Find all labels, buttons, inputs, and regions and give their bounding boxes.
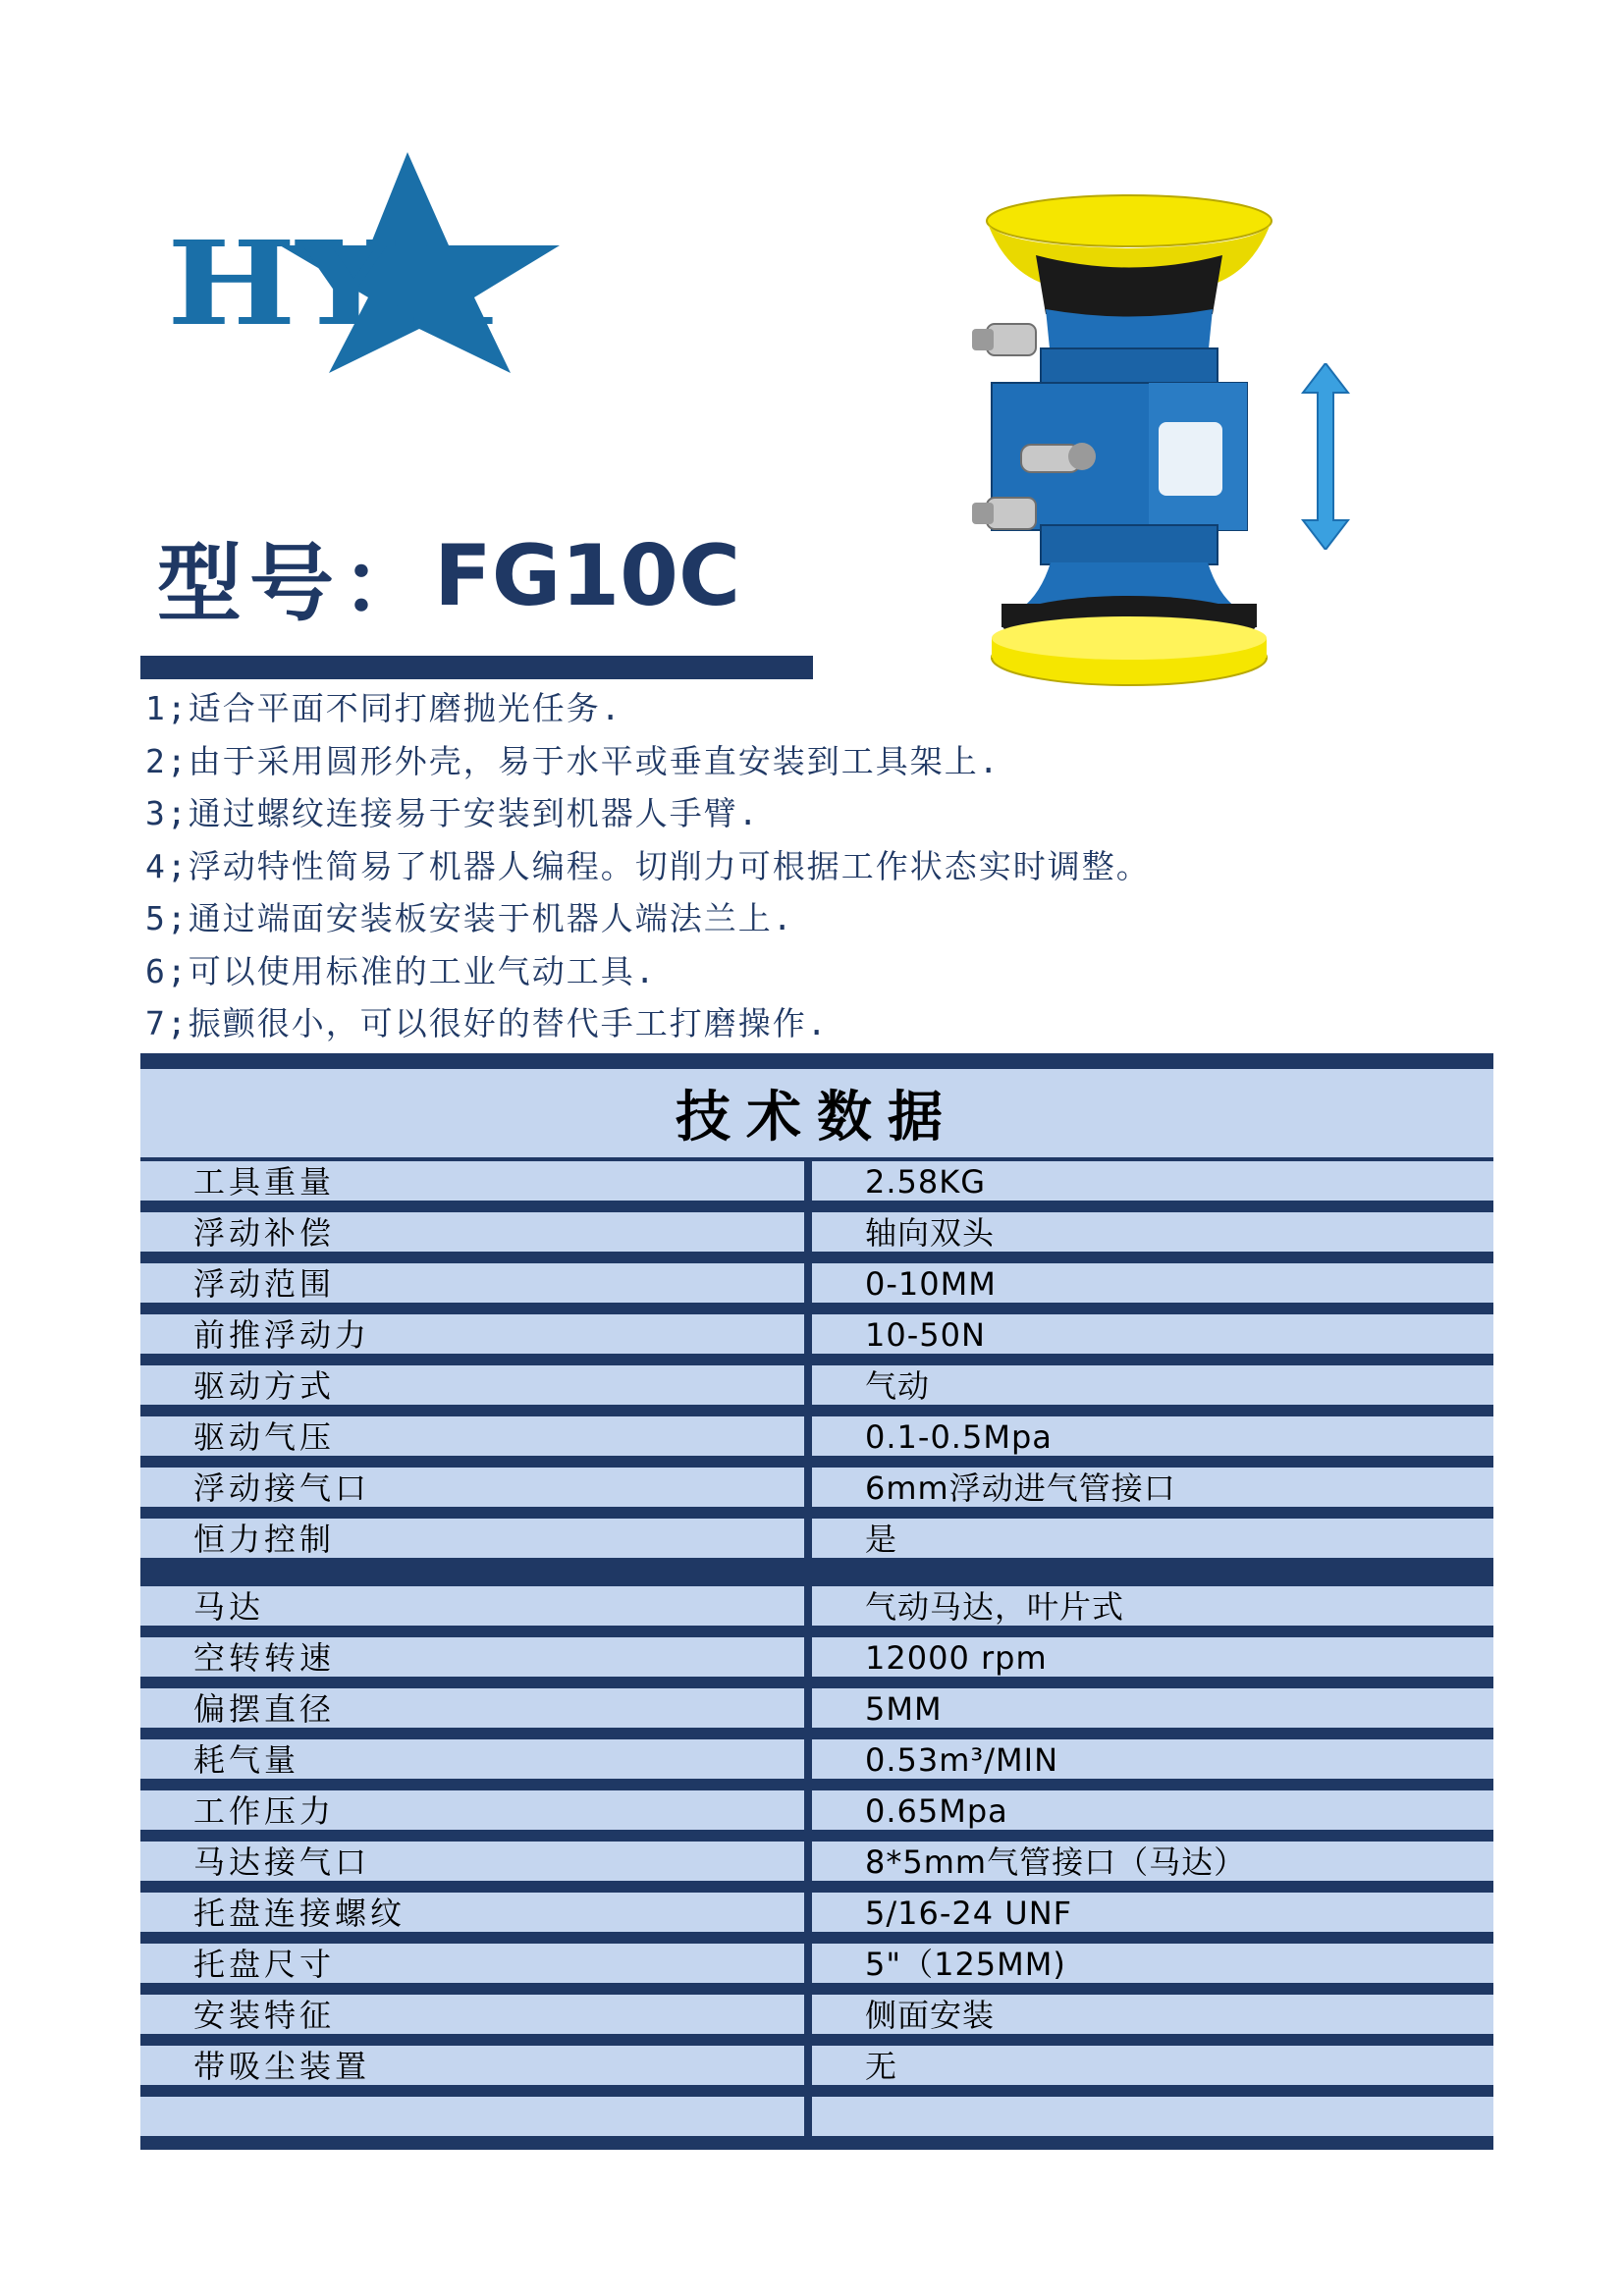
feature-list <box>145 682 1324 1050</box>
model-code: FG10C <box>434 527 741 625</box>
table-row <box>140 2097 1493 2136</box>
table-row <box>140 1586 1493 1626</box>
spec-label: 耗气量 <box>140 1739 804 1779</box>
table-row <box>140 1842 1493 1881</box>
spec-value: 10-50N <box>812 1314 1493 1354</box>
logo-text: HYA <box>167 215 493 351</box>
spec-value: 无 <box>812 2046 1493 2085</box>
table-row <box>140 1314 1493 1354</box>
spec-label: 托盘尺寸 <box>140 1944 804 1983</box>
spec-label: 带吸尘装置 <box>140 2046 804 2085</box>
spec-label: 前推浮动力 <box>140 1314 804 1354</box>
product-image <box>972 191 1286 692</box>
spec-value: 轴向双头 <box>812 1212 1493 1252</box>
table-row <box>140 1790 1493 1830</box>
table-row <box>140 2046 1493 2085</box>
spec-label: 恒力控制 <box>140 1519 804 1558</box>
spec-value: 2.58KG <box>812 1161 1493 1201</box>
spec-label: 马达接气口 <box>140 1842 804 1881</box>
spec-label: 偏摆直径 <box>140 1688 804 1728</box>
spec-value: 5"（125MM) <box>812 1944 1493 1983</box>
spec-value: 0.65Mpa <box>812 1790 1493 1830</box>
spec-label: 驱动方式 <box>140 1365 804 1405</box>
feature-item: 7;振颤很小，可以很好的替代手工打磨操作. <box>145 1004 829 1042</box>
spec-label: 浮动接气口 <box>140 1468 804 1507</box>
table-row <box>140 1212 1493 1252</box>
model-underline <box>140 656 813 679</box>
feature-item: 5;通过端面安装板安装于机器人端法兰上. <box>145 899 794 937</box>
spec-label: 托盘连接螺纹 <box>140 1893 804 1932</box>
spec-label: 驱动气压 <box>140 1416 804 1456</box>
spec-label <box>140 2097 804 2136</box>
spec-value: 0.53m³/MIN <box>812 1739 1493 1779</box>
table-row <box>140 1893 1493 1932</box>
feature-item: 1;适合平面不同打磨抛光任务. <box>145 689 623 727</box>
spec-label: 安装特征 <box>140 1995 804 2034</box>
table-row <box>140 1468 1493 1507</box>
spec-value: 0-10MM <box>812 1263 1493 1303</box>
table-row <box>140 1944 1493 1983</box>
table-row <box>140 1637 1493 1677</box>
table-row <box>140 1739 1493 1779</box>
spec-value: 5/16-24 UNF <box>812 1893 1493 1932</box>
spec-value <box>812 2097 1493 2136</box>
table-row <box>140 1519 1493 1558</box>
spec-value: 气动 <box>812 1365 1493 1405</box>
spec-table-title: 技术数据 <box>676 1085 958 1149</box>
spec-value: 5MM <box>812 1688 1493 1728</box>
spec-value: 是 <box>812 1519 1493 1558</box>
spec-label: 浮动范围 <box>140 1263 804 1303</box>
spec-label: 马达 <box>140 1586 804 1626</box>
spec-label: 工具重量 <box>140 1161 804 1201</box>
spec-label: 工作压力 <box>140 1790 804 1830</box>
table-row <box>140 1161 1493 1201</box>
table-row <box>140 1263 1493 1303</box>
feature-item: 4;浮动特性简易了机器人编程。切削力可根据工作状态实时调整。 <box>145 846 1151 885</box>
hya-logo <box>162 152 574 373</box>
table-row <box>140 1995 1493 2034</box>
double-arrow-vertical-icon <box>1301 363 1350 550</box>
model-prefix: 型号： <box>157 534 434 633</box>
spec-value: 侧面安装 <box>812 1995 1493 2034</box>
feature-item: 6;可以使用标准的工业气动工具. <box>145 951 657 990</box>
feature-item: 3;通过螺纹连接易于安装到机器人手臂. <box>145 794 760 832</box>
model-title <box>157 515 741 633</box>
feature-item: 2;由于采用圆形外壳，易于水平或垂直安装到工具架上. <box>145 741 1001 780</box>
spec-value: 8*5mm气管接口（马达） <box>812 1842 1493 1881</box>
spec-value: 气动马达，叶片式 <box>812 1586 1493 1626</box>
spec-value: 0.1-0.5Mpa <box>812 1416 1493 1456</box>
table-row <box>140 1688 1493 1728</box>
table-row <box>140 1416 1493 1456</box>
spec-label: 浮动补偿 <box>140 1212 804 1252</box>
spec-value: 12000 rpm <box>812 1637 1493 1677</box>
table-row <box>140 1365 1493 1405</box>
spec-label: 空转转速 <box>140 1637 804 1677</box>
spec-table <box>140 1053 1493 2150</box>
spec-table-header <box>140 1069 1493 1157</box>
spec-value: 6mm浮动进气管接口 <box>812 1468 1493 1507</box>
